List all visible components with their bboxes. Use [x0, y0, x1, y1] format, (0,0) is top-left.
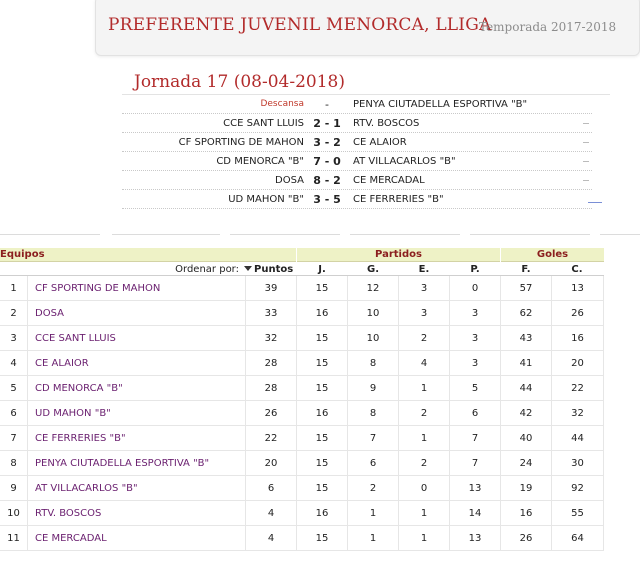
played: 15 [296, 376, 347, 401]
position: 9 [10, 483, 17, 494]
match-away: AT VILLACARLOS "B" [353, 156, 456, 167]
played: 15 [296, 426, 347, 451]
column-header-f[interactable]: F. [521, 264, 531, 275]
points: 4 [245, 526, 296, 551]
group-header-row [0, 248, 604, 262]
team-link[interactable]: CD MENORCA "B" [27, 376, 245, 401]
sort-button-label: Puntos [254, 264, 294, 275]
match-home: Descansa [260, 99, 304, 109]
goals-against: 64 [551, 526, 604, 551]
match-score[interactable]: 3 - 2 [313, 136, 341, 149]
match-away: PENYA CIUTADELLA ESPORTIVA "B" [353, 99, 528, 110]
match-score: - [325, 98, 329, 111]
position: 5 [10, 383, 17, 394]
points: 22 [245, 426, 296, 451]
group-header-equipos: Equipos [0, 248, 296, 262]
match-score[interactable]: 7 - 0 [313, 155, 341, 168]
table-row [0, 426, 604, 451]
match-away: CE MERCADAL [353, 175, 425, 186]
won: 10 [347, 326, 398, 351]
lost: 14 [449, 501, 500, 526]
drawn: 4 [398, 351, 449, 376]
match-score[interactable]: 8 - 2 [313, 174, 341, 187]
table-row [0, 451, 604, 476]
position: 6 [10, 408, 17, 419]
match-home: CD MENORCA "B" [216, 156, 304, 167]
team-link[interactable]: CE FERRERIES "B" [27, 426, 245, 451]
drawn: 1 [398, 501, 449, 526]
sort-label: Ordenar por: [175, 264, 239, 275]
sort-down-icon [244, 266, 252, 271]
matchday-title: Jornada 17 (08-04-2018) [134, 72, 345, 92]
position: 11 [7, 533, 20, 544]
played: 15 [296, 276, 347, 301]
table-row [0, 401, 604, 426]
lost: 6 [449, 401, 500, 426]
won: 8 [347, 351, 398, 376]
table-row [0, 526, 604, 551]
goals-for: 40 [500, 426, 551, 451]
divider [112, 234, 220, 235]
points: 26 [245, 401, 296, 426]
goals-against: 26 [551, 301, 604, 326]
drawn: 2 [398, 451, 449, 476]
match-row[interactable] [122, 190, 592, 209]
goals-for: 44 [500, 376, 551, 401]
team-link[interactable]: AT VILLACARLOS "B" [27, 476, 245, 501]
goals-for: 42 [500, 401, 551, 426]
column-header-g[interactable]: G. [366, 264, 379, 275]
drawn: 3 [398, 301, 449, 326]
won: 7 [347, 426, 398, 451]
league-title: PREFERENTE JUVENIL MENORCA, LLIGA [108, 15, 492, 35]
table-row [0, 326, 604, 351]
match-score[interactable]: 3 - 5 [313, 193, 341, 206]
won: 9 [347, 376, 398, 401]
drawn: 1 [398, 526, 449, 551]
points: 4 [245, 501, 296, 526]
played: 15 [296, 526, 347, 551]
position: 3 [10, 333, 17, 344]
group-header-partidos: Partidos [297, 248, 500, 262]
team-link[interactable]: CF SPORTING DE MAHON [27, 276, 245, 301]
divider [583, 142, 589, 143]
goals-for: 19 [500, 476, 551, 501]
match-row[interactable] [122, 171, 592, 190]
match-home: UD MAHON "B" [228, 194, 304, 205]
season-label: Temporada 2017-2018 [479, 20, 617, 34]
position: 7 [10, 433, 17, 444]
column-header-row [0, 263, 604, 276]
won: 6 [347, 451, 398, 476]
goals-against: 22 [551, 376, 604, 401]
position: 4 [10, 358, 17, 369]
goals-for: 62 [500, 301, 551, 326]
goals-against: 44 [551, 426, 604, 451]
points: 32 [245, 326, 296, 351]
goals-for: 57 [500, 276, 551, 301]
match-home: CCE SANT LLUIS [223, 118, 304, 129]
played: 15 [296, 476, 347, 501]
goals-for: 41 [500, 351, 551, 376]
points: 33 [245, 301, 296, 326]
team-link[interactable]: DOSA [27, 301, 245, 326]
divider [230, 234, 340, 235]
goals-against: 55 [551, 501, 604, 526]
played: 16 [296, 301, 347, 326]
points: 6 [245, 476, 296, 501]
sort-by-points-button[interactable] [244, 264, 296, 275]
matchday-panel [122, 70, 610, 207]
position: 10 [7, 508, 20, 519]
points: 28 [245, 376, 296, 401]
position: 2 [10, 308, 17, 319]
match-away: CE FERRERIES "B" [353, 194, 444, 205]
lost: 3 [449, 351, 500, 376]
column-header-j[interactable]: J. [318, 264, 326, 275]
team-link[interactable]: CCE SANT LLUIS [27, 326, 245, 351]
match-row[interactable] [122, 114, 592, 133]
team-link[interactable]: RTV. BOSCOS [27, 501, 245, 526]
drawn: 1 [398, 426, 449, 451]
won: 1 [347, 501, 398, 526]
lost: 0 [449, 276, 500, 301]
points: 39 [245, 276, 296, 301]
match-score[interactable]: 2 - 1 [313, 117, 341, 130]
divider [470, 234, 590, 235]
won: 10 [347, 301, 398, 326]
team-link[interactable]: CE ALAIOR [27, 351, 245, 376]
match-away: RTV. BOSCOS [353, 118, 420, 129]
points: 28 [245, 351, 296, 376]
drawn: 1 [398, 376, 449, 401]
played: 15 [296, 326, 347, 351]
won: 8 [347, 401, 398, 426]
goals-for: 43 [500, 326, 551, 351]
drawn: 0 [398, 476, 449, 501]
divider [350, 234, 460, 235]
position: 1 [10, 283, 17, 294]
column-header-p[interactable]: P. [470, 264, 480, 275]
match-away: CE ALAIOR [353, 137, 407, 148]
played: 16 [296, 501, 347, 526]
goals-against: 32 [551, 401, 604, 426]
goals-against: 20 [551, 351, 604, 376]
link-mark[interactable] [588, 202, 602, 203]
league-header [95, 0, 640, 56]
played: 15 [296, 351, 347, 376]
table-row [0, 301, 604, 326]
lost: 5 [449, 376, 500, 401]
team-link[interactable]: CE MERCADAL [27, 526, 245, 551]
divider [0, 234, 100, 235]
table-row [0, 276, 604, 301]
won: 12 [347, 276, 398, 301]
lost: 13 [449, 476, 500, 501]
drawn: 2 [398, 326, 449, 351]
match-row [122, 95, 592, 114]
table-row [0, 476, 604, 501]
goals-for: 24 [500, 451, 551, 476]
table-row [0, 501, 604, 526]
goals-against: 16 [551, 326, 604, 351]
goals-against: 30 [551, 451, 604, 476]
goals-for: 16 [500, 501, 551, 526]
goals-against: 13 [551, 276, 604, 301]
position: 8 [10, 458, 17, 469]
drawn: 2 [398, 401, 449, 426]
won: 1 [347, 526, 398, 551]
lost: 13 [449, 526, 500, 551]
points: 20 [245, 451, 296, 476]
lost: 3 [449, 326, 500, 351]
divider [583, 161, 589, 162]
column-header-e[interactable]: E. [418, 264, 430, 275]
column-header-c[interactable]: C. [571, 264, 583, 275]
team-link[interactable]: PENYA CIUTADELLA ESPORTIVA "B" [27, 451, 245, 476]
drawn: 3 [398, 276, 449, 301]
divider [600, 234, 640, 235]
lost: 7 [449, 451, 500, 476]
lost: 3 [449, 301, 500, 326]
table-row [0, 376, 604, 401]
played: 15 [296, 451, 347, 476]
match-row[interactable] [122, 133, 592, 152]
match-row[interactable] [122, 152, 592, 171]
lost: 7 [449, 426, 500, 451]
divider [583, 123, 589, 124]
goals-for: 26 [500, 526, 551, 551]
divider [583, 180, 589, 181]
played: 16 [296, 401, 347, 426]
match-home: CF SPORTING DE MAHON [178, 137, 304, 148]
team-link[interactable]: UD MAHON "B" [27, 401, 245, 426]
table-row [0, 351, 604, 376]
match-home: DOSA [275, 175, 304, 186]
group-header-goles: Goles [501, 248, 604, 262]
goals-against: 92 [551, 476, 604, 501]
won: 2 [347, 476, 398, 501]
